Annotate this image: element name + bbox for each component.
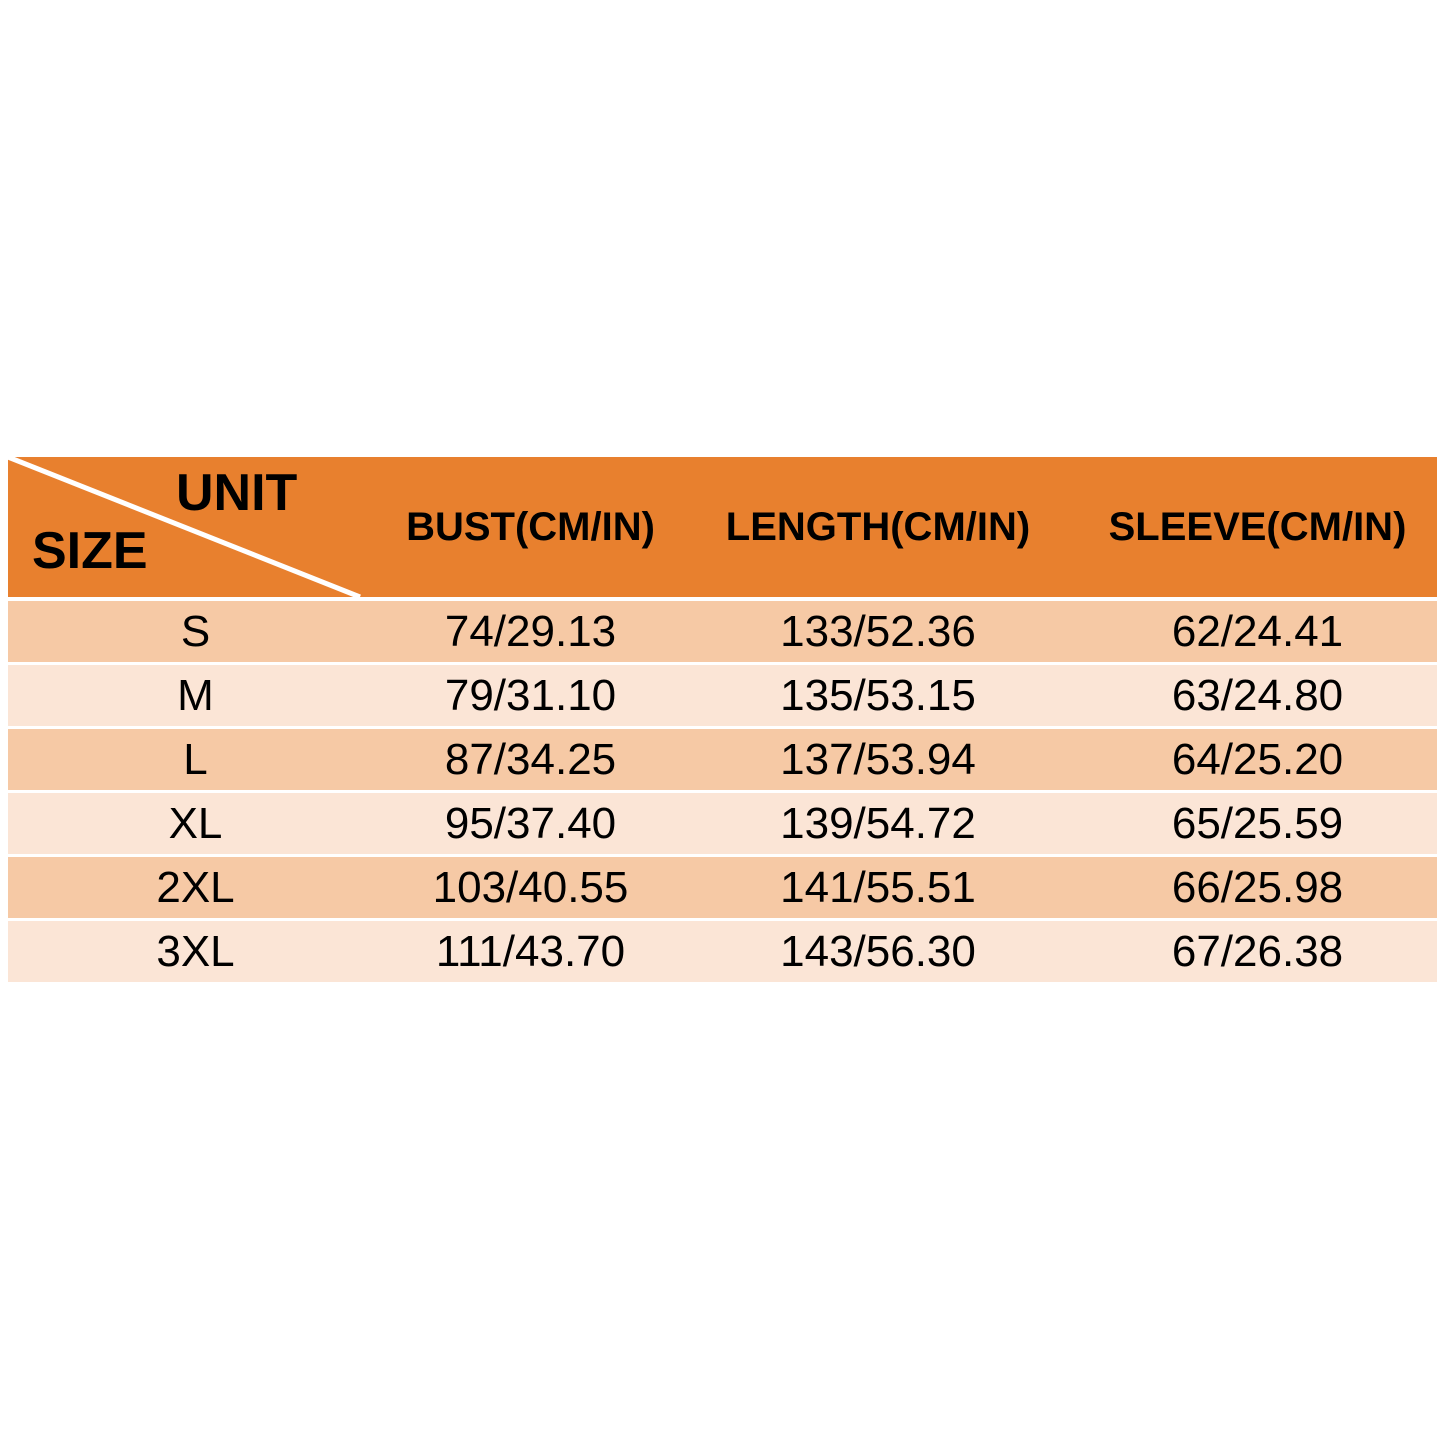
sleeve-cell: 63/24.80 [1171, 670, 1344, 720]
size-cell: L [183, 734, 208, 784]
bust-cell: 74/29.13 [444, 606, 617, 656]
table-row-2xl [8, 857, 1437, 918]
size-cell: 3XL [156, 926, 235, 976]
corner-cell [8, 457, 383, 597]
table-row-s [8, 601, 1437, 662]
size-cell: XL [168, 798, 223, 848]
table-row-l [8, 729, 1437, 790]
table-row-m [8, 665, 1437, 726]
column-header-length-label: LENGTH(CM/IN) [725, 505, 1031, 549]
column-header-length [678, 457, 1078, 597]
column-header-sleeve-label: SLEEVE(CM/IN) [1108, 505, 1407, 549]
size-cell: S [180, 606, 211, 656]
table-row-xl [8, 793, 1437, 854]
bust-cell: 111/43.70 [435, 926, 626, 976]
sleeve-cell: 64/25.20 [1171, 734, 1344, 784]
column-header-bust [383, 457, 678, 597]
bust-cell: 79/31.10 [444, 670, 617, 720]
length-cell: 143/56.30 [780, 926, 976, 976]
sleeve-cell: 66/25.98 [1171, 862, 1344, 912]
size-label: SIZE [32, 522, 148, 580]
sleeve-cell: 62/24.41 [1171, 606, 1344, 656]
length-cell: 137/53.94 [780, 734, 976, 784]
length-cell: 141/55.51 [780, 862, 976, 912]
length-cell: 133/52.36 [780, 606, 976, 656]
bust-cell: 103/40.55 [432, 862, 629, 912]
size-cell: M [177, 670, 214, 720]
size-cell: 2XL [156, 862, 235, 912]
table-row-3xl [8, 921, 1437, 982]
column-header-sleeve [1078, 457, 1437, 597]
sleeve-cell: 65/25.59 [1171, 798, 1344, 848]
size-chart-table [8, 457, 1437, 982]
bust-cell: 87/34.25 [444, 734, 617, 784]
unit-label: UNIT [176, 464, 298, 522]
length-cell: 139/54.72 [780, 798, 976, 848]
length-cell: 135/53.15 [780, 670, 976, 720]
column-header-bust-label: BUST(CM/IN) [406, 505, 655, 549]
table-header-row [8, 457, 1437, 597]
bust-cell: 95/37.40 [444, 798, 617, 848]
sleeve-cell: 67/26.38 [1171, 926, 1344, 976]
